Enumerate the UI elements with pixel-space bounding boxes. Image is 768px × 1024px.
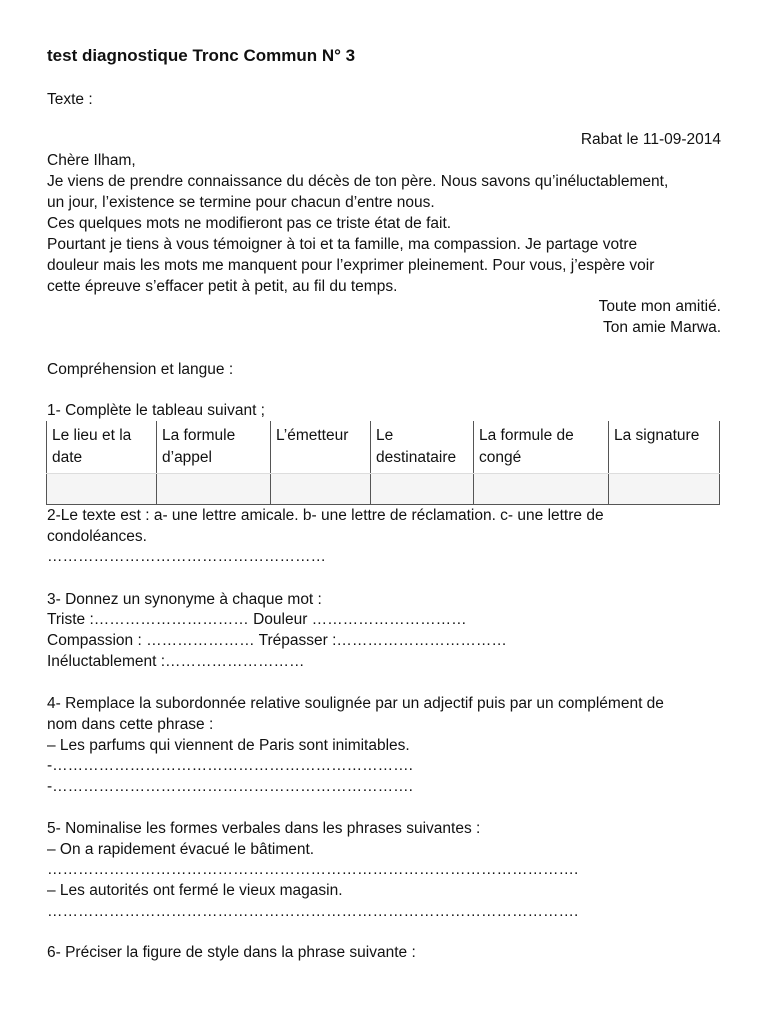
question-2-cont: condoléances. [47, 528, 147, 545]
answer-blank: …………………………………………………………………………………………. [47, 861, 579, 878]
table-header-cell: Le destinataire [371, 421, 474, 474]
answer-cell[interactable] [371, 474, 474, 505]
letter-line: douleur mais les mots me manquent pour l’exprimer pleinement. Pour vous, j’espère voir [47, 257, 655, 274]
question-4-cont: nom dans cette phrase : [47, 716, 214, 733]
example-sentence: – On a rapidement évacué le bâtiment. [47, 841, 315, 858]
answer-cell[interactable] [474, 474, 609, 505]
synonym-line: Triste :………………………… Douleur ………………………… [47, 611, 467, 628]
answer-cell[interactable] [157, 474, 271, 505]
letter-signature: Ton amie Marwa. [602, 319, 721, 336]
table-header-cell: La formule de congé [474, 421, 609, 474]
answer-blank: -……………………………………………………………. [47, 778, 413, 795]
letter-structure-table [46, 421, 720, 505]
letter-salutation: Chère Ilham, [47, 152, 136, 169]
example-sentence: – Les parfums qui viennent de Paris sont inimitables. [47, 737, 410, 754]
table-header-cell: La formule d’appel [157, 421, 271, 474]
answer-blank: …………………………………………………………………………………………. [47, 903, 579, 920]
answer-cell[interactable] [47, 474, 157, 505]
table-header-cell: Le lieu et la date [47, 421, 157, 474]
table-header-row [47, 421, 720, 474]
question-2: 2-Le texte est : a- une lettre amicale. b- une lettre de réclamation. c- une lettre de [47, 507, 604, 524]
question-4: 4- Remplace la subordonnée relative soulignée par un adjectif puis par un complément de [47, 695, 664, 712]
answer-blank: ……………………………………………… [47, 548, 326, 565]
letter-closing: Toute mon amitié. [598, 298, 721, 315]
table-answer-row [47, 474, 720, 505]
place-date: Rabat le 11-09-2014 [580, 131, 721, 148]
answer-blank: -……………………………………………………………. [47, 757, 413, 774]
section-label: Compréhension et langue : [47, 361, 234, 378]
letter-line: Je viens de prendre connaissance du décès de ton père. Nous savons qu’inéluctablement, [47, 173, 669, 190]
example-sentence: – Les autorités ont fermé le vieux magasin. [47, 882, 343, 899]
question-1: 1- Complète le tableau suivant ; [47, 402, 265, 419]
letter-line: cette épreuve s’effacer petit à petit, au fil du temps. [47, 278, 398, 295]
question-6: 6- Préciser la figure de style dans la phrase suivante : [47, 944, 416, 961]
document-title: test diagnostique Tronc Commun N° 3 [47, 46, 356, 65]
letter-line: Ces quelques mots ne modifieront pas ce triste état de fait. [47, 215, 452, 232]
answer-cell[interactable] [271, 474, 371, 505]
answer-cell[interactable] [609, 474, 720, 505]
table-header-cell: L’émetteur [271, 421, 371, 474]
question-5: 5- Nominalise les formes verbales dans les phrases suivantes : [47, 820, 481, 837]
synonym-line: Inéluctablement :……………………… [47, 653, 305, 670]
synonym-line: Compassion : ………………… Trépasser :…………………………… [47, 632, 507, 649]
letter-line: un jour, l’existence se termine pour chacun d’entre nous. [47, 194, 435, 211]
table-header-cell: La signature [609, 421, 720, 474]
question-3: 3- Donnez un synonyme à chaque mot : [47, 591, 322, 608]
letter-line: Pourtant je tiens à vous témoigner à toi et ta famille, ma compassion. Je partage votre [47, 236, 638, 253]
texte-label: Texte : [47, 91, 93, 108]
